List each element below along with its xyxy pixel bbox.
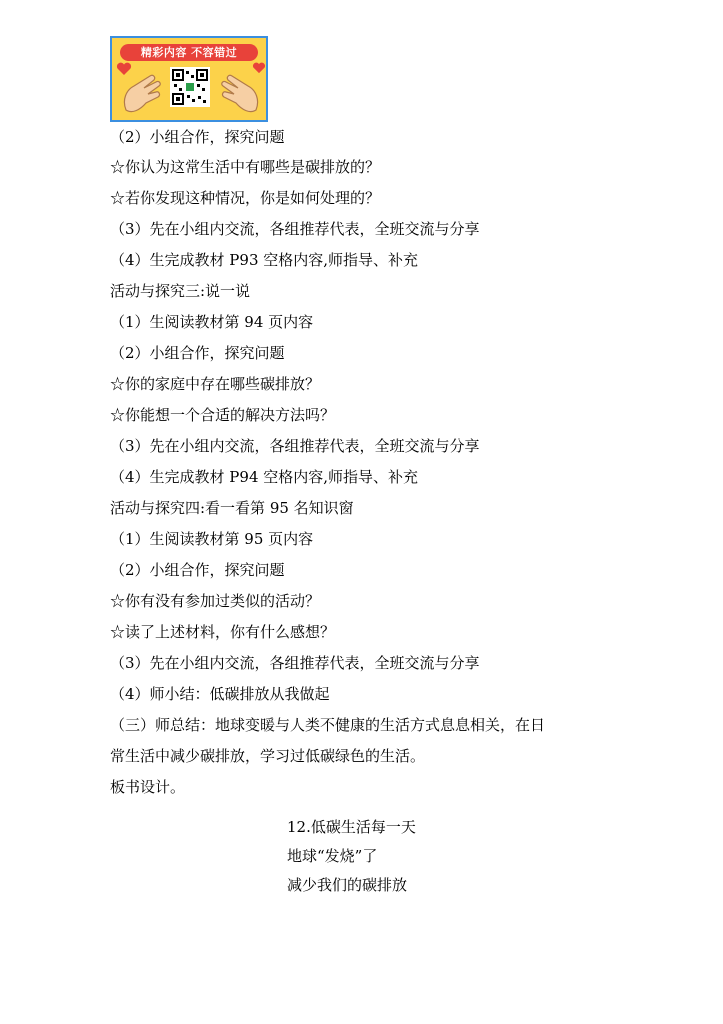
document-body [110, 122, 630, 900]
text-line: 板书设计。 [110, 778, 186, 796]
text-line: （3）先在小组内交流，各组推荐代表，全班交流与分享 [110, 220, 480, 238]
text-line: ☆读了上述材料，你有什么感想？ [110, 623, 336, 641]
text-line: （2）小组合作，探究问题 [110, 128, 285, 146]
text-line: （3）先在小组内交流，各组推荐代表，全班交流与分享 [110, 654, 480, 672]
board-line: 地球“发烧”了 [287, 847, 378, 865]
board-title: 12.低碳生活每一天 [287, 818, 416, 836]
board-design [287, 813, 630, 900]
text-line: （三）师总结：地球变暖与人类不健康的生活方式息息相关，在日 [110, 716, 546, 734]
text-line: （2）小组合作，探究问题 [110, 561, 285, 579]
text-line: ☆你认为这常生活中有哪些是碳排放的？ [110, 158, 381, 176]
section-heading: 活动与探究四:看一看第 95 名知识窗 [110, 499, 354, 517]
text-line: （3）先在小组内交流，各组推荐代表，全班交流与分享 [110, 437, 480, 455]
promo-banner[interactable] [110, 36, 268, 122]
text-line: （2）小组合作，探究问题 [110, 344, 285, 362]
banner-label: 精彩内容 不容错过 [120, 44, 258, 61]
board-line: 减少我们的碳排放 [287, 876, 408, 894]
text-line: （4）师小结：低碳排放从我做起 [110, 685, 330, 703]
text-line: （1）生阅读教材第 94 页内容 [110, 313, 314, 331]
text-line: （1）生阅读教材第 95 页内容 [110, 530, 314, 548]
text-line: 常生活中减少碳排放，学习过低碳绿色的生活。 [110, 747, 426, 765]
qr-code[interactable] [170, 67, 210, 107]
qr-code-icon [172, 69, 208, 105]
text-line: ☆若你发现这种情况，你是如何处理的？ [110, 189, 381, 207]
text-line: ☆你的家庭中存在哪些碳排放？ [110, 375, 321, 393]
text-line: （4）生完成教材 P93 空格内容,师指导、补充 [110, 251, 419, 269]
text-line: （4）生完成教材 P94 空格内容,师指导、补充 [110, 468, 419, 486]
text-line: ☆你有没有参加过类似的活动？ [110, 592, 321, 610]
text-line: ☆你能想一个合适的解决方法吗？ [110, 406, 336, 424]
clapping-hands-icon [120, 70, 166, 116]
section-heading: 活动与探究三:说一说 [110, 282, 251, 300]
clapping-hands-icon [216, 70, 262, 116]
